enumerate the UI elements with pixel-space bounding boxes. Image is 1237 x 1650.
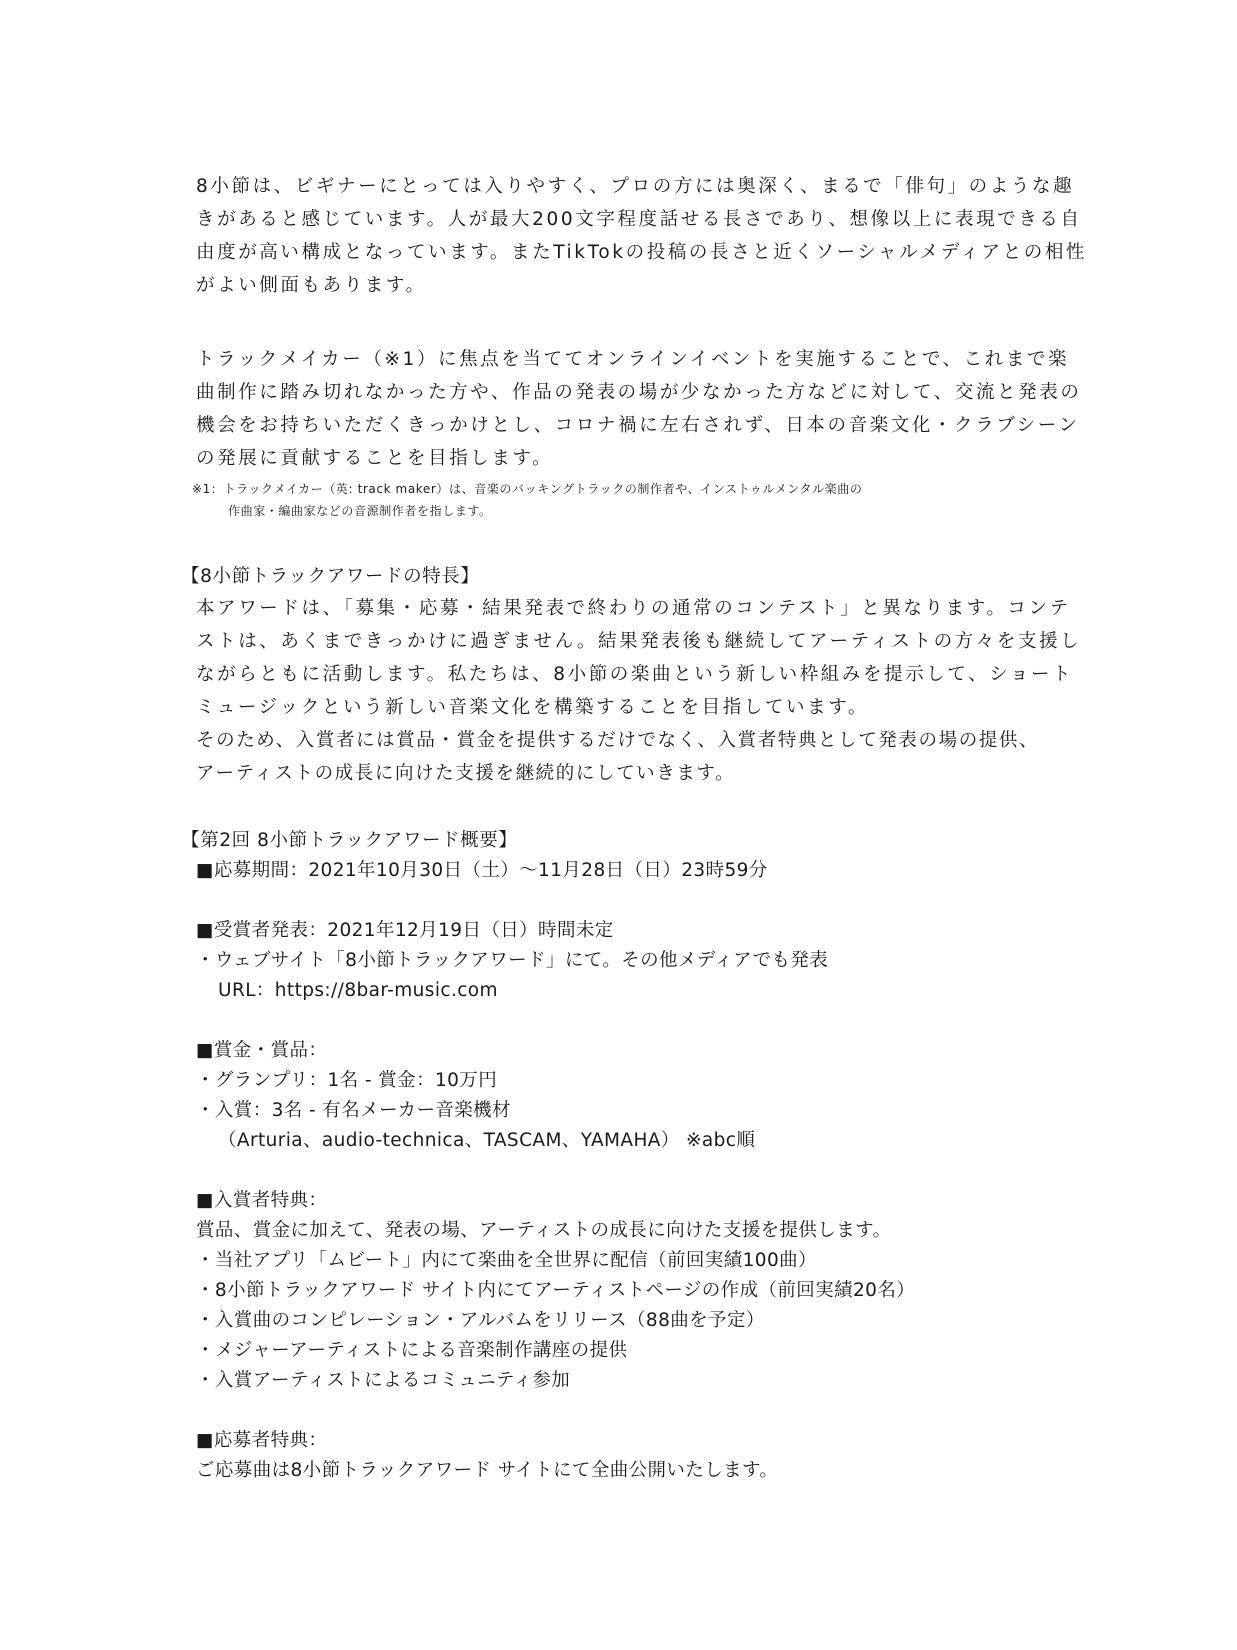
purpose-line: 曲制作に踏み切れなかった方や、作品の発表の場が少なかった方などに対して、交流と発表の bbox=[196, 382, 1082, 403]
purpose-paragraph bbox=[196, 343, 1082, 475]
intro-line: 8小節は、ビギナーにとっては入りやすく、プロの方には奥深く、まるで「俳句」のような趣 bbox=[196, 176, 1075, 197]
intro-paragraph bbox=[196, 170, 1088, 302]
winner-benefit-item: ・8小節トラックアワード サイト内にてアーティストページの作成（前回実績20名） bbox=[196, 1280, 916, 1301]
intro-line: がよい側面もあります。 bbox=[196, 275, 427, 296]
features-paragraph bbox=[196, 592, 1082, 790]
purpose-line: トラックメイカー（※1）に焦点を当ててオンラインイベントを実施することで、これまで楽 bbox=[196, 349, 1070, 370]
features-line: そのため、入賞者には賞品・賞金を提供するだけでなく、入賞者特典として発表の場の提供、 bbox=[196, 730, 1040, 751]
website-url: URL：https://8bar-music.com bbox=[218, 980, 498, 1001]
winner-benefit-item: ・当社アプリ「ムビート」内にて楽曲を全世界に配信（前回実績100曲） bbox=[196, 1250, 817, 1271]
grand-prix: ・グランプリ：1名 - 賞金：10万円 bbox=[196, 1070, 498, 1091]
application-period: ■応募期間：2021年10月30日（土）～11月28日（日）23時59分 bbox=[196, 860, 768, 881]
intro-line: きがあると感じています。人が最大200文字程度話せる長さであり、想像以上に表現できる自 bbox=[196, 209, 1082, 230]
purpose-line: 機会をお持ちいただくきっかけとし、コロナ禍に左右されず、日本の音楽文化・クラブシーン bbox=[196, 415, 1080, 436]
winner-benefit-item: ・メジャーアーティストによる音楽制作講座の提供 bbox=[196, 1340, 628, 1361]
features-heading: 【8小節トラックアワードの特長】 bbox=[181, 566, 480, 587]
award-prize: ・入賞：3名 - 有名メーカー音楽機材 bbox=[196, 1100, 511, 1121]
applicant-benefits-heading: ■応募者特典： bbox=[196, 1430, 328, 1451]
features-line: ストは、あくまできっかけに過ぎません。結果発表後も継続してアーティストの方々を支援し bbox=[196, 631, 1082, 652]
winner-announcement: ■受賞者発表：2021年12月19日（日）時間未定 bbox=[196, 920, 614, 941]
prizes-heading: ■賞金・賞品： bbox=[196, 1040, 328, 1061]
features-line: アーティストの成長に向けた支援を継続的にしていきます。 bbox=[196, 763, 736, 784]
features-line: ミュージックという新しい音楽文化を構築することを目指しています。 bbox=[196, 697, 869, 718]
overview-heading: 【第2回 8小節トラックアワード概要】 bbox=[181, 830, 518, 851]
intro-line: 由度が高い構成となっています。またTikTokの投稿の長さと近くソーシャルメディアとの相性 bbox=[196, 242, 1088, 263]
website-note: ・ウェブサイト「8小節トラックアワード」にて。その他メディアでも発表 bbox=[196, 950, 829, 971]
footnote-line: ※1：トラックメイカー（英: track maker）は、音楽のバッキングトラックの制作者や、インストゥルメンタル楽曲の bbox=[192, 482, 863, 496]
winner-benefit-item: ・入賞曲のコンピレーション・アルバムをリリース（88曲を予定） bbox=[196, 1310, 765, 1331]
footnote bbox=[192, 478, 1062, 522]
prize-brands: （Arturia、audio-technica、TASCAM、YAMAHA） ※abc順 bbox=[218, 1130, 756, 1151]
winner-benefits-intro: 賞品、賞金に加えて、発表の場、アーティストの成長に向けた支援を提供します。 bbox=[196, 1220, 892, 1241]
footnote-line: 作曲家・編曲家などの音源制作者を指します。 bbox=[228, 504, 492, 518]
winner-benefit-item: ・入賞アーティストによるコミュニティ参加 bbox=[196, 1370, 571, 1391]
winner-benefits-heading: ■入賞者特典： bbox=[196, 1190, 328, 1211]
applicant-benefits: ご応募曲は8小節トラックアワード サイトにて全曲公開いたします。 bbox=[196, 1460, 779, 1481]
purpose-line: の発展に貢献することを目指します。 bbox=[196, 448, 554, 469]
features-line: 本アワードは、「募集・応募・結果発表で終わりの通常のコンテスト」と異なります。コンテ bbox=[196, 598, 1071, 619]
features-line: ながらともに活動します。私たちは、8小節の楽曲という新しい枠組みを提示して、ショート bbox=[196, 664, 1074, 685]
